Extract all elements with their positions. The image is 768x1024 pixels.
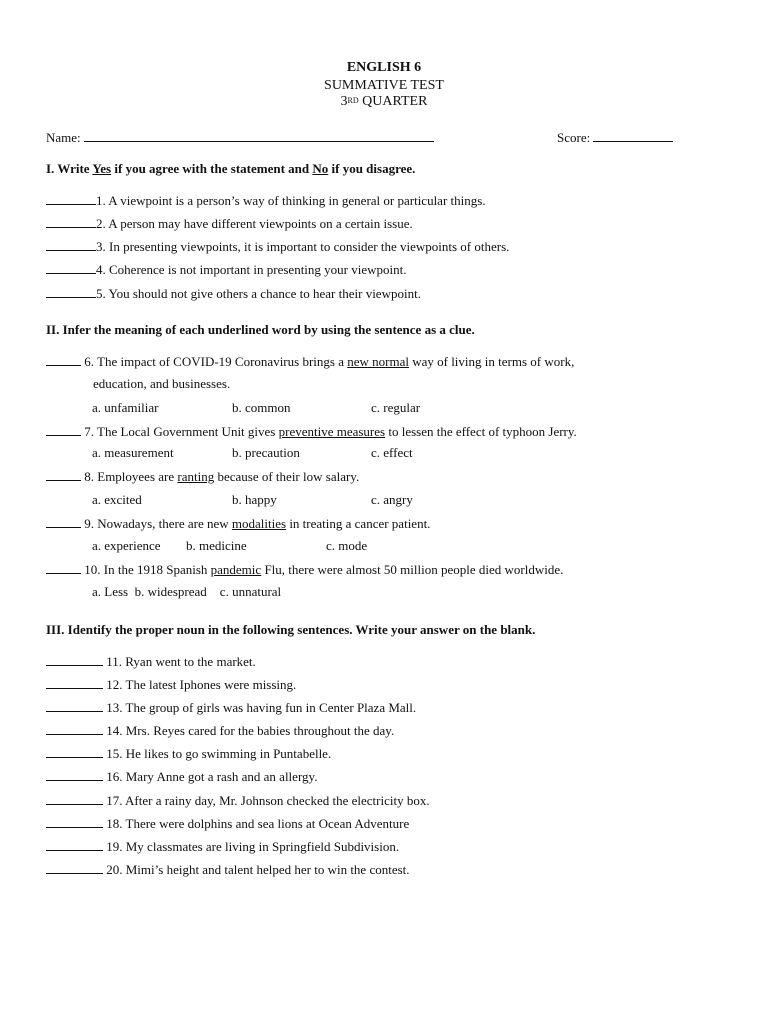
- answer-blank[interactable]: [46, 861, 103, 874]
- item-text: 3. In presenting viewpoints, it is important to consider the viewpoints of others.: [96, 239, 510, 254]
- part3-item: [46, 792, 430, 809]
- part3-item: [46, 676, 296, 693]
- answer-blank[interactable]: [46, 468, 81, 481]
- question-9: [46, 515, 430, 532]
- question-10: [46, 561, 563, 578]
- answer-blank[interactable]: [46, 192, 96, 205]
- part3-heading: III. Identify the proper noun in the following sentences. Write your answer on the blank.: [46, 622, 536, 637]
- answer-blank[interactable]: [46, 745, 103, 758]
- question-text: to lessen the effect of typhoon Jerry.: [385, 424, 577, 439]
- choice-c: c. angry: [371, 492, 413, 507]
- answer-blank[interactable]: [46, 722, 103, 735]
- answer-blank[interactable]: [46, 699, 103, 712]
- answer-blank[interactable]: [46, 353, 81, 366]
- part1-item: [46, 238, 509, 255]
- question-text: in treating a cancer patient.: [286, 516, 431, 531]
- item-text: 14. Mrs. Reyes cared for the babies throughout the day.: [103, 723, 395, 738]
- quarter-label: [0, 94, 768, 110]
- name-blank[interactable]: [84, 129, 434, 142]
- question-text: 8. Employees are: [81, 469, 178, 484]
- part1-heading-mid: if you agree with the statement and: [111, 161, 313, 176]
- item-text: 2. A person may have different viewpoints on a certain issue.: [96, 216, 413, 231]
- item-text: 18. There were dolphins and sea lions at Ocean Adventure: [103, 816, 410, 831]
- question-6: [46, 353, 574, 370]
- score-blank[interactable]: [593, 129, 673, 142]
- name-field[interactable]: [46, 129, 434, 146]
- part3-item: [46, 699, 416, 716]
- choice-b: b. medicine: [186, 538, 247, 553]
- choice-b: b. common: [232, 400, 291, 415]
- part3-item: [46, 653, 256, 670]
- part1-item: [46, 285, 421, 302]
- part1-item: [46, 215, 413, 232]
- question-text: way of living in terms of work,: [408, 354, 575, 369]
- document-subtitle: SUMMATIVE TEST: [324, 78, 444, 93]
- part3-item: [46, 722, 394, 739]
- part1-item: [46, 261, 407, 278]
- choice-a: a. excited: [92, 492, 142, 507]
- question-text: 10. In the 1918 Spanish: [81, 562, 211, 577]
- item-text: 1. A viewpoint is a person’s way of thinking in general or particular things.: [96, 193, 486, 208]
- part1-heading-post: if you disagree.: [328, 161, 416, 176]
- choices-10: a. Less b. widespread c. unnatural: [92, 584, 282, 599]
- part3-item: [46, 745, 331, 762]
- item-text: 11. Ryan went to the market.: [103, 654, 256, 669]
- part3-item: [46, 838, 399, 855]
- question-8: [46, 468, 359, 485]
- question-text: Flu, there were almost 50 million people died worldwide.: [261, 562, 564, 577]
- item-text: 13. The group of girls was having fun in Center Plaza Mall.: [103, 700, 417, 715]
- part2-heading: II. Infer the meaning of each underlined word by using the sentence as a clue.: [46, 322, 475, 337]
- score-field[interactable]: [557, 129, 673, 146]
- underlined-word: new normal: [347, 354, 409, 369]
- name-label: Name:: [46, 130, 84, 145]
- part1-heading: [46, 161, 415, 177]
- item-text: 4. Coherence is not important in presenting your viewpoint.: [96, 262, 407, 277]
- quarter-number: 3: [340, 94, 348, 109]
- question-text: because of their low salary.: [214, 469, 360, 484]
- item-text: 17. After a rainy day, Mr. Johnson checked the electricity box.: [103, 793, 430, 808]
- part1-heading-yes: Yes: [92, 161, 112, 176]
- item-text: 12. The latest Iphones were missing.: [103, 677, 297, 692]
- quarter-word: QUARTER: [358, 94, 428, 109]
- choice-c: c. regular: [371, 400, 421, 415]
- answer-blank[interactable]: [46, 653, 103, 666]
- item-text: 5. You should not give others a chance to hear their viewpoint.: [96, 286, 421, 301]
- question-text: 6. The impact of COVID-19 Coronavirus brings a: [81, 354, 348, 369]
- part3-item: [46, 861, 410, 878]
- part3-item: [46, 768, 317, 785]
- part3-item: [46, 815, 409, 832]
- part1-heading-pre: I. Write: [46, 161, 93, 176]
- answer-blank[interactable]: [46, 515, 81, 528]
- question-6-continued: education, and businesses.: [93, 376, 231, 391]
- choice-a: a. measurement: [92, 445, 174, 460]
- underlined-word: preventive measures: [278, 424, 386, 439]
- answer-blank[interactable]: [46, 215, 96, 228]
- answer-blank[interactable]: [46, 423, 81, 436]
- answer-blank[interactable]: [46, 768, 103, 781]
- choice-a: a. experience: [92, 538, 161, 553]
- choice-b: b. precaution: [232, 445, 300, 460]
- choice-b: b. happy: [232, 492, 277, 507]
- part1-heading-no: No: [312, 161, 329, 176]
- answer-blank[interactable]: [46, 238, 96, 251]
- choice-c: c. effect: [371, 445, 413, 460]
- item-text: 20. Mimi’s height and talent helped her to win the contest.: [103, 862, 410, 877]
- item-text: 15. He likes to go swimming in Puntabelle.: [103, 746, 332, 761]
- answer-blank[interactable]: [46, 285, 96, 298]
- question-text: 7. The Local Government Unit gives: [81, 424, 279, 439]
- answer-blank[interactable]: [46, 261, 96, 274]
- underlined-word: modalities: [231, 516, 287, 531]
- answer-blank[interactable]: [46, 838, 103, 851]
- answer-blank[interactable]: [46, 815, 103, 828]
- answer-blank[interactable]: [46, 676, 103, 689]
- question-text: 9. Nowadays, there are new: [81, 516, 232, 531]
- underlined-word: ranting: [177, 469, 215, 484]
- answer-blank[interactable]: [46, 792, 103, 805]
- question-7: [46, 423, 577, 440]
- part1-item: [46, 192, 486, 209]
- item-text: 19. My classmates are living in Springfield Subdivision.: [103, 839, 400, 854]
- score-label: Score:: [557, 130, 594, 145]
- choice-a: a. unfamiliar: [92, 400, 159, 415]
- document-title: ENGLISH 6: [346, 60, 422, 75]
- item-text: 16. Mary Anne got a rash and an allergy.: [103, 769, 318, 784]
- underlined-word: pandemic: [210, 562, 262, 577]
- quarter-superscript: RD: [347, 96, 359, 105]
- choice-c: c. mode: [326, 538, 368, 553]
- answer-blank[interactable]: [46, 561, 81, 574]
